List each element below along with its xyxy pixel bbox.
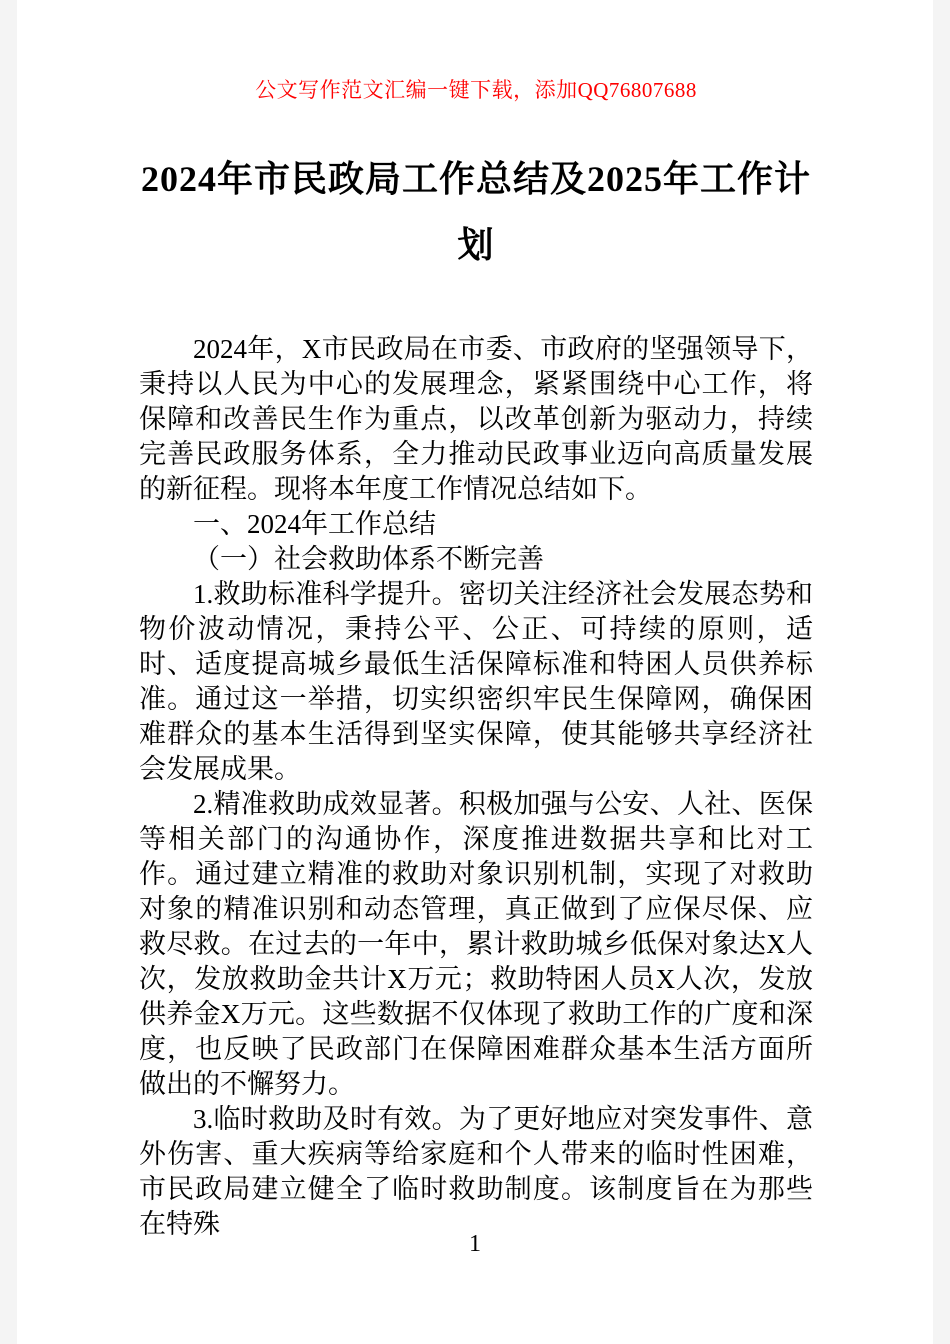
document-page bbox=[17, 0, 933, 1344]
document-title: 2024年市民政局工作总结及2025年工作计划 bbox=[140, 159, 811, 265]
paragraph: 1.救助标准科学提升。密切关注经济社会发展态势和物价波动情况，秉持公平、公正、可持续的原则，适时、适度提高城乡最低生活保障标准和特困人员供养标准。通过这一举措，切实织密织牢民生保障网，确保困难群众的基本生活得到坚实保障，使其能够共享经济社会发展成果。 bbox=[139, 579, 813, 784]
page-number: 1 bbox=[469, 1231, 481, 1257]
header-promo-text: 公文写作范文汇编一键下载，添加QQ76807688 bbox=[255, 78, 697, 102]
paragraph: 2.精准救助成效显著。积极加强与公安、人社、医保等相关部门的沟通协作，深度推进数据共享和比对工作。通过建立精准的救助对象识别机制，实现了对救助对象的精准识别和动态管理，真正做到了应保尽保、应救尽救。在过去的一年中，累计救助城乡低保对象达X人次，发放救助金共计X万元；救助特困人员X人次，发放供养金X万元。这些数据不仅体现了救助工作的广度和深度，也反映了民政部门在保障困难群众基本生活方面所做出的不懈努力。 bbox=[139, 789, 813, 1099]
document-body bbox=[139, 332, 813, 1242]
paragraph: 2024年，X市民政局在市委、市政府的坚强领导下，秉持以人民为中心的发展理念，紧紧围绕中心工作，将保障和改善民生作为重点，以改革创新为驱动力，持续完善民政服务体系，全力推动民政事业迈向高质量发展的新征程。现将本年度工作情况总结如下。 bbox=[139, 334, 813, 504]
paragraph: （一）社会救助体系不断完善 bbox=[193, 544, 544, 574]
paragraph: 一、2024年工作总结 bbox=[193, 509, 436, 539]
paragraph: 3.临时救助及时有效。为了更好地应对突发事件、意外伤害、重大疾病等给家庭和个人带来的临时性困难，市民政局建立健全了临时救助制度。该制度旨在为那些在特殊 bbox=[139, 1104, 813, 1239]
